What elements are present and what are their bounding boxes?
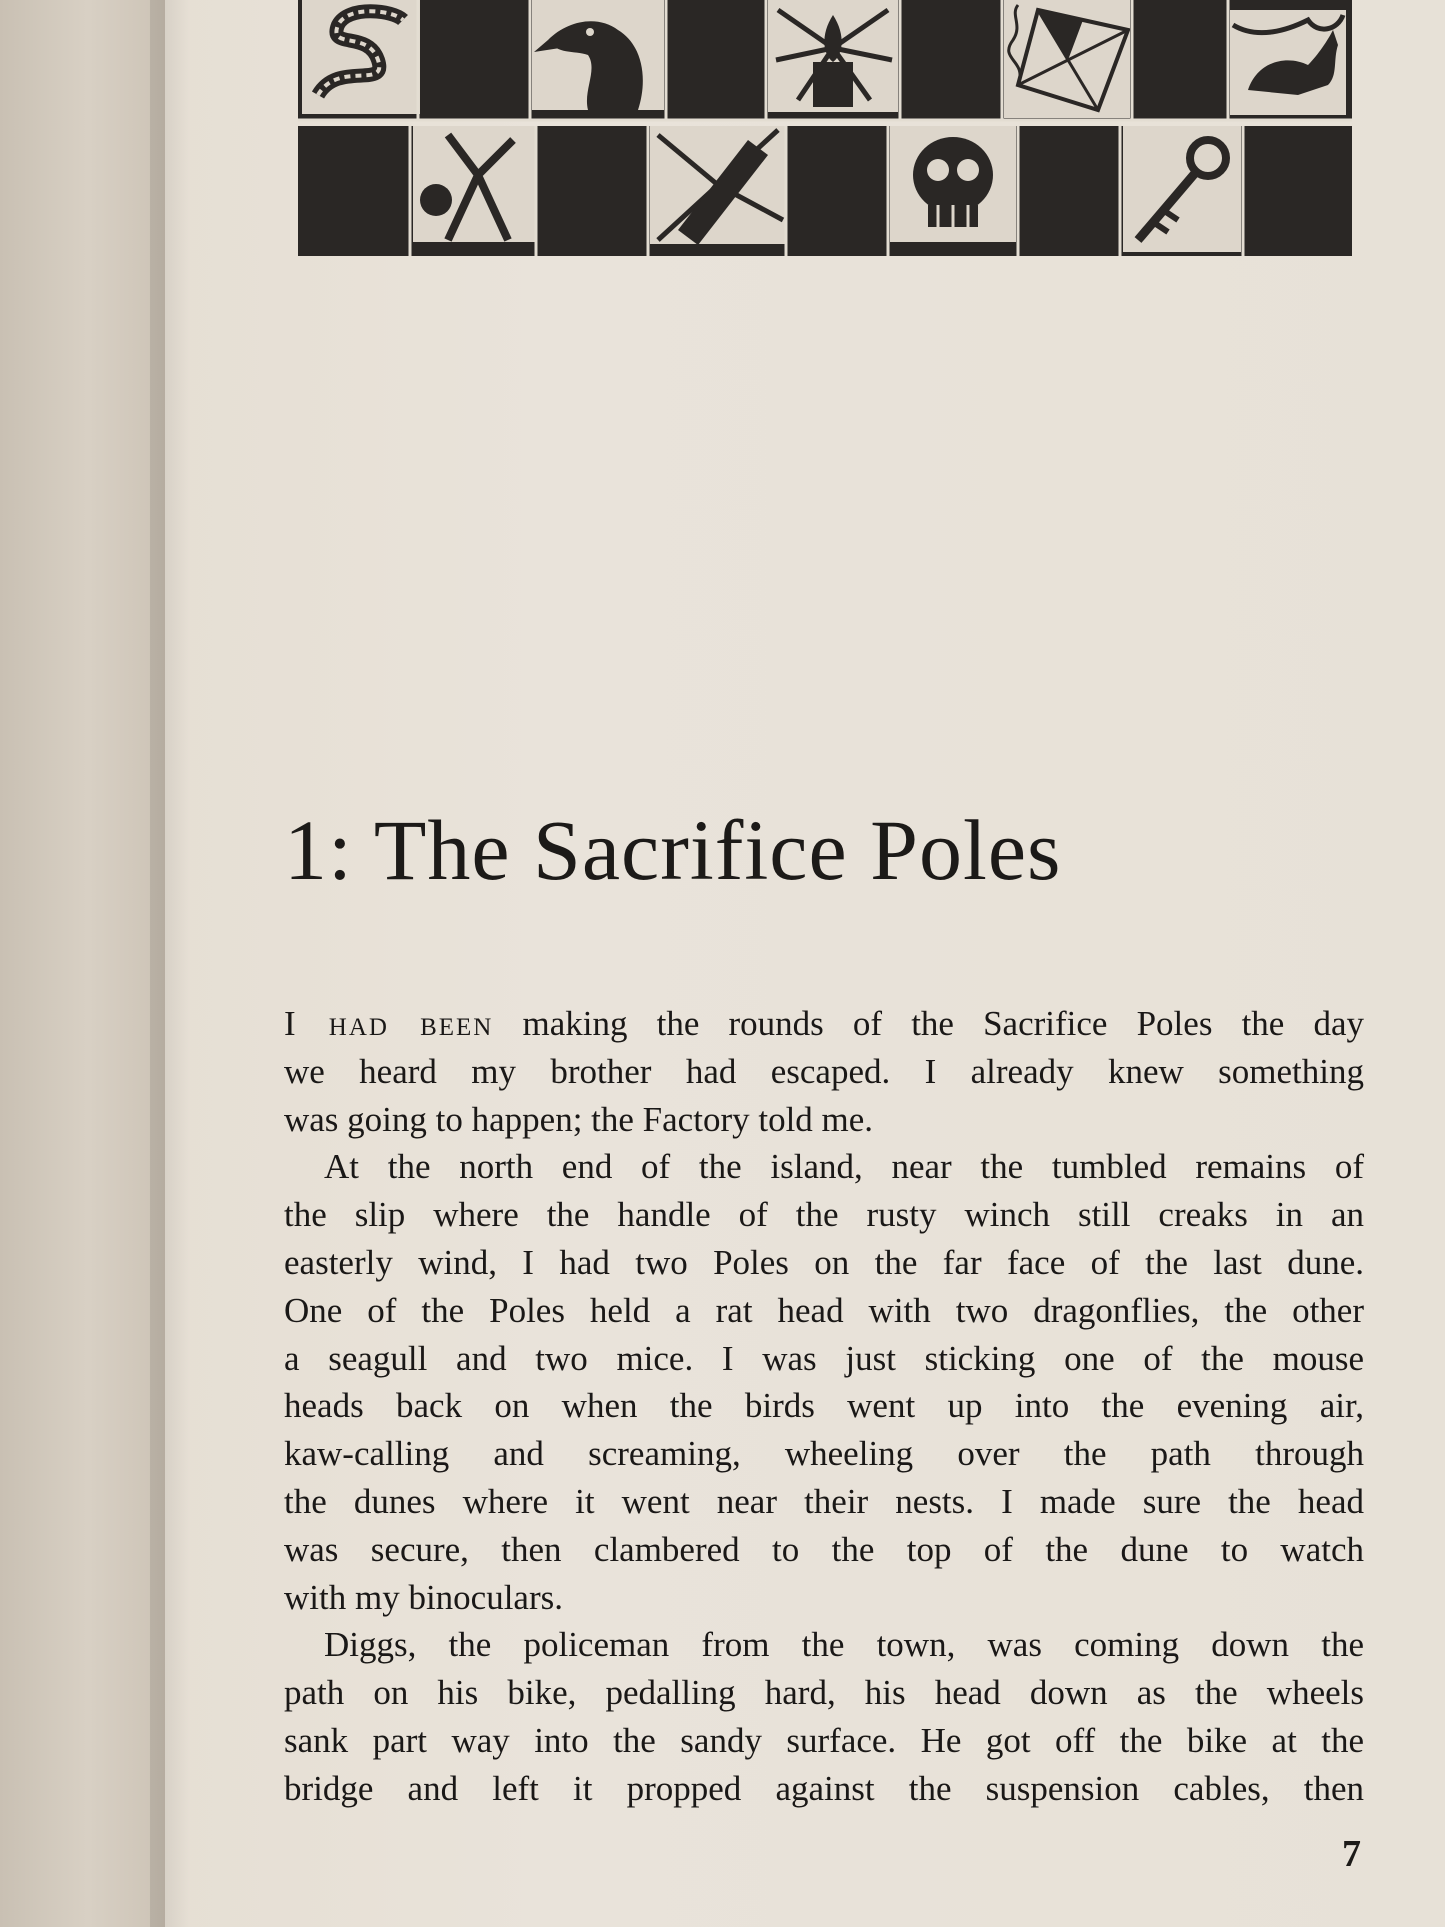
key-icon: [1123, 126, 1241, 252]
text-line: a seagull and two mice. I was just sticking one of the mouse: [284, 1338, 1364, 1378]
skull-icon: [890, 126, 1016, 242]
text-line: was secure, then clambered to the top of the dune to watch: [284, 1529, 1364, 1569]
text-line: At the north end of the island, near the tumbled remains of: [324, 1147, 1364, 1187]
text-line: I had been making the rounds of the Sacrifice Poles the day: [284, 1004, 1364, 1043]
text-line: was going to happen; the Factory told me.: [284, 1099, 874, 1139]
text-line: kaw-calling and screaming, wheeling over the path through: [284, 1434, 1364, 1474]
text-line: the dunes where it went near their nests. I made sure the head: [284, 1481, 1364, 1521]
text-line: path on his bike, pedalling hard, his head down as the wheels: [284, 1673, 1364, 1713]
candle-icon: [768, 0, 898, 112]
text-line: with my binoculars.: [284, 1577, 563, 1617]
text-line: the slip where the handle of the rusty winch still creaks in an: [284, 1195, 1364, 1235]
text-line: easterly wind, I had two Poles on the far face of the last dune.: [284, 1242, 1364, 1282]
text-line: heads back on when the birds went up into the evening air,: [284, 1386, 1364, 1426]
rabbit-icon: [1230, 10, 1346, 115]
text-line: sank part way into the sandy surface. He got off the bike at the: [284, 1720, 1364, 1760]
chapter-body: [284, 1000, 1364, 1813]
book-gutter: [150, 0, 190, 1927]
text-line: One of the Poles held a rat head with two dragonflies, the other: [284, 1290, 1364, 1330]
bomb-icon: [650, 126, 785, 245]
chapter-title: 1: The Sacrifice Poles: [284, 802, 1062, 898]
snake-icon: [302, 0, 420, 114]
decorative-banner: [298, 0, 1352, 260]
text-line: we heard my brother had escaped. I already knew something: [284, 1051, 1364, 1091]
catapult-icon: [413, 126, 535, 242]
text-line: bridge and left it propped against the suspension cables, then: [284, 1768, 1364, 1808]
kite-icon: [1004, 0, 1130, 118]
text-line: Diggs, the policeman from the town, was coming down the: [324, 1625, 1364, 1665]
page-number: 7: [1342, 1833, 1361, 1875]
facing-page: [0, 0, 175, 1927]
lead-in: I had been: [284, 1004, 494, 1043]
eagle-icon: [532, 0, 664, 110]
